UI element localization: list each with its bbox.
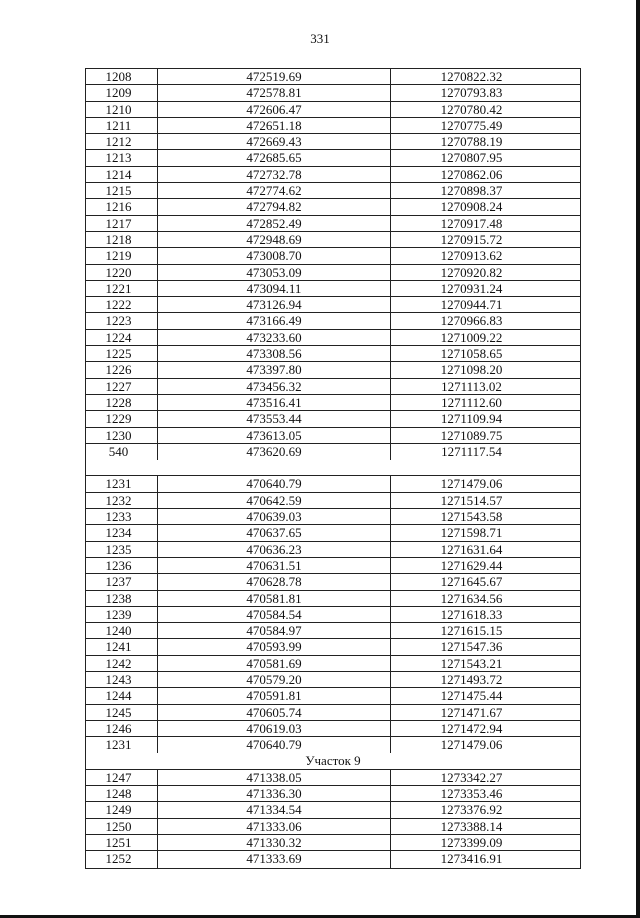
point-number-cell: 1224	[86, 330, 158, 345]
point-number-cell: 1225	[86, 346, 158, 361]
x-coordinate-cell: 472794.82	[158, 199, 391, 214]
y-coordinate-cell: 1270898.37	[440, 183, 503, 199]
y-coordinate-cell: 1271618.33	[440, 606, 503, 622]
y-coordinate-cell: 1271598.71	[440, 525, 503, 541]
x-coordinate-cell: 473053.09	[158, 265, 391, 280]
y-coordinate-cell: 1271543.58	[440, 509, 503, 525]
table-row	[86, 525, 580, 541]
y-coordinate-cell: 1271543.21	[440, 655, 503, 671]
x-coordinate-cell: 471330.32	[158, 835, 391, 850]
table-row	[86, 118, 580, 134]
point-number-cell: 1251	[86, 835, 158, 850]
y-coordinate-cell: 1270780.42	[440, 101, 503, 117]
point-number-cell: 1246	[86, 721, 158, 736]
table-row	[86, 786, 580, 802]
x-coordinate-cell: 472685.65	[158, 150, 391, 165]
x-coordinate-cell: 473233.60	[158, 330, 391, 345]
coordinates-table	[85, 68, 581, 869]
table-row	[86, 574, 580, 590]
point-number-cell: 1250	[86, 819, 158, 834]
x-coordinate-cell: 471338.05	[158, 770, 391, 785]
x-coordinate-cell: 473126.94	[158, 297, 391, 312]
x-coordinate-cell: 470640.79	[158, 476, 391, 491]
x-coordinate-cell: 472948.69	[158, 232, 391, 247]
y-coordinate-cell: 1271615.15	[440, 623, 503, 639]
point-number-cell: 1232	[86, 493, 158, 508]
point-number-cell: 1245	[86, 705, 158, 720]
x-coordinate-cell: 470639.03	[158, 509, 391, 524]
point-number-cell: 1231	[86, 737, 158, 753]
y-coordinate-cell: 1271472.94	[440, 720, 503, 736]
x-coordinate-cell: 473456.32	[158, 379, 391, 394]
x-coordinate-cell: 472774.62	[158, 183, 391, 198]
x-coordinate-cell: 470642.59	[158, 493, 391, 508]
y-coordinate-cell: 1271098.20	[440, 362, 503, 378]
table-row	[86, 216, 580, 232]
x-coordinate-cell: 471336.30	[158, 786, 391, 801]
table-row	[86, 265, 580, 281]
y-coordinate-cell: 1271514.57	[440, 492, 503, 508]
point-number-cell: 1215	[86, 183, 158, 198]
point-number-cell: 1252	[86, 851, 158, 867]
y-coordinate-cell: 1271475.44	[440, 688, 503, 704]
table-row	[86, 770, 580, 786]
point-number-cell: 1217	[86, 216, 158, 231]
point-number-cell: 1235	[86, 542, 158, 557]
table-row	[86, 167, 580, 183]
point-number-cell: 1213	[86, 150, 158, 165]
table-row	[86, 281, 580, 297]
x-coordinate-cell: 473613.05	[158, 428, 391, 443]
y-coordinate-cell: 1271089.75	[440, 427, 503, 443]
table-block-3	[86, 770, 580, 868]
y-coordinate-cell: 1270915.72	[440, 231, 503, 247]
x-coordinate-cell: 470619.03	[158, 721, 391, 736]
x-coordinate-cell: 472578.81	[158, 85, 391, 100]
table-row	[86, 493, 580, 509]
y-coordinate-cell: 1271113.02	[441, 378, 502, 394]
x-coordinate-cell: 470605.74	[158, 705, 391, 720]
point-number-cell: 1247	[86, 770, 158, 785]
table-row	[86, 802, 580, 818]
table-row	[86, 379, 580, 395]
point-number-cell: 1227	[86, 379, 158, 394]
point-number-cell: 1242	[86, 656, 158, 671]
y-coordinate-cell: 1270908.24	[440, 199, 503, 215]
x-coordinate-cell: 472732.78	[158, 167, 391, 182]
table-row	[86, 737, 580, 753]
point-number-cell: 1211	[86, 118, 158, 133]
y-coordinate-cell: 1273376.92	[440, 802, 503, 818]
y-coordinate-cell: 1273353.46	[440, 786, 503, 802]
x-coordinate-cell: 472606.47	[158, 102, 391, 117]
table-row	[86, 183, 580, 199]
point-number-cell: 1212	[86, 134, 158, 149]
table-row	[86, 395, 580, 411]
y-coordinate-cell: 1271112.60	[441, 394, 502, 410]
y-coordinate-cell: 1271634.56	[440, 590, 503, 606]
y-coordinate-cell: 1270807.95	[440, 150, 503, 166]
point-number-cell: 1240	[86, 623, 158, 638]
x-coordinate-cell: 472852.49	[158, 216, 391, 231]
y-coordinate-cell: 1271009.22	[440, 329, 503, 345]
y-coordinate-cell: 1271629.44	[440, 557, 503, 573]
table-row	[86, 509, 580, 525]
y-coordinate-cell: 1271117.54	[441, 443, 502, 459]
x-coordinate-cell: 471333.69	[158, 851, 391, 867]
table-row	[86, 639, 580, 655]
y-coordinate-cell: 1270944.71	[440, 297, 503, 313]
table-row	[86, 199, 580, 215]
point-number-cell: 1239	[86, 607, 158, 622]
y-coordinate-cell: 1270822.32	[440, 69, 503, 84]
y-coordinate-cell: 1271631.64	[440, 541, 503, 557]
table-row	[86, 232, 580, 248]
point-number-cell: 1209	[86, 85, 158, 100]
y-coordinate-cell: 1270931.24	[440, 280, 503, 296]
y-coordinate-cell: 1271645.67	[440, 574, 503, 590]
x-coordinate-cell: 473620.69	[158, 444, 391, 460]
x-coordinate-cell: 470628.78	[158, 574, 391, 589]
y-coordinate-cell: 1271493.72	[440, 671, 503, 687]
table-row	[86, 134, 580, 150]
point-number-cell: 540	[86, 444, 158, 460]
x-coordinate-cell: 473094.11	[158, 281, 391, 296]
point-number-cell: 1244	[86, 688, 158, 703]
point-number-cell: 1220	[86, 265, 158, 280]
x-coordinate-cell: 470640.79	[158, 737, 391, 753]
x-coordinate-cell: 473308.56	[158, 346, 391, 361]
table-block-1	[86, 69, 580, 460]
table-row	[86, 688, 580, 704]
x-coordinate-cell: 471333.06	[158, 819, 391, 834]
x-coordinate-cell: 473553.44	[158, 411, 391, 426]
x-coordinate-cell: 472669.43	[158, 134, 391, 149]
x-coordinate-cell: 473516.41	[158, 395, 391, 410]
table-row	[86, 444, 580, 460]
table-row	[86, 591, 580, 607]
x-coordinate-cell: 470581.69	[158, 656, 391, 671]
point-number-cell: 1229	[86, 411, 158, 426]
x-coordinate-cell: 470593.99	[158, 639, 391, 654]
table-row	[86, 85, 580, 101]
point-number-cell: 1241	[86, 639, 158, 654]
point-number-cell: 1234	[86, 525, 158, 540]
section-heading: Участок 9	[86, 753, 580, 769]
table-row	[86, 102, 580, 118]
x-coordinate-cell: 473397.80	[158, 362, 391, 377]
table-row	[86, 656, 580, 672]
x-coordinate-cell: 470581.81	[158, 591, 391, 606]
point-number-cell: 1228	[86, 395, 158, 410]
x-coordinate-cell: 473008.70	[158, 248, 391, 263]
x-coordinate-cell: 470579.20	[158, 672, 391, 687]
table-row	[86, 313, 580, 329]
table-row	[86, 558, 580, 574]
point-number-cell: 1222	[86, 297, 158, 312]
table-row	[86, 542, 580, 558]
y-coordinate-cell: 1271471.67	[440, 704, 503, 720]
y-coordinate-cell: 1270788.19	[440, 134, 503, 150]
point-number-cell: 1223	[86, 313, 158, 328]
table-block-2	[86, 476, 580, 753]
table-row	[86, 721, 580, 737]
y-coordinate-cell: 1270862.06	[440, 166, 503, 182]
table-row	[86, 297, 580, 313]
table-row	[86, 851, 580, 867]
point-number-cell: 1208	[86, 69, 158, 84]
point-number-cell: 1231	[86, 476, 158, 491]
table-row	[86, 150, 580, 166]
point-number-cell: 1216	[86, 199, 158, 214]
table-row	[86, 835, 580, 851]
y-coordinate-cell: 1270966.83	[440, 313, 503, 329]
point-number-cell: 1233	[86, 509, 158, 524]
y-coordinate-cell: 1270913.62	[440, 248, 503, 264]
x-coordinate-cell: 470637.65	[158, 525, 391, 540]
y-coordinate-cell: 1271058.65	[440, 346, 503, 362]
y-coordinate-cell: 1273342.27	[440, 769, 503, 785]
point-number-cell: 1237	[86, 574, 158, 589]
y-coordinate-cell: 1270793.83	[440, 85, 503, 101]
point-number-cell: 1230	[86, 428, 158, 443]
table-row	[86, 607, 580, 623]
table-row	[86, 819, 580, 835]
y-coordinate-cell: 1271109.94	[440, 411, 503, 427]
page-number: 331	[310, 31, 330, 46]
point-number-cell: 1243	[86, 672, 158, 687]
table-row	[86, 476, 580, 492]
table-row	[86, 428, 580, 444]
table-row	[86, 411, 580, 427]
table-row	[86, 69, 580, 85]
point-number-cell: 1218	[86, 232, 158, 247]
table-row	[86, 362, 580, 378]
x-coordinate-cell: 470631.51	[158, 558, 391, 573]
x-coordinate-cell: 471334.54	[158, 802, 391, 817]
x-coordinate-cell: 470584.54	[158, 607, 391, 622]
point-number-cell: 1210	[86, 102, 158, 117]
table-row	[86, 248, 580, 264]
y-coordinate-cell: 1271547.36	[440, 639, 503, 655]
y-coordinate-cell: 1273399.09	[440, 834, 503, 850]
y-coordinate-cell: 1270917.48	[440, 215, 503, 231]
x-coordinate-cell: 473166.49	[158, 313, 391, 328]
y-coordinate-cell: 1271479.06	[440, 476, 503, 492]
table-row	[86, 346, 580, 362]
x-coordinate-cell: 472651.18	[158, 118, 391, 133]
table-row	[86, 705, 580, 721]
x-coordinate-cell: 470591.81	[158, 688, 391, 703]
point-number-cell: 1248	[86, 786, 158, 801]
point-number-cell: 1238	[86, 591, 158, 606]
y-coordinate-cell: 1273388.14	[440, 818, 503, 834]
point-number-cell: 1226	[86, 362, 158, 377]
table-row	[86, 623, 580, 639]
point-number-cell: 1214	[86, 167, 158, 182]
x-coordinate-cell: 470636.23	[158, 542, 391, 557]
scan-border-right	[636, 0, 640, 918]
y-coordinate-cell: 1273416.91	[440, 851, 503, 867]
table-row	[86, 330, 580, 346]
table-row	[86, 672, 580, 688]
point-number-cell: 1219	[86, 248, 158, 263]
point-number-cell: 1221	[86, 281, 158, 296]
empty-separator-row	[86, 460, 580, 476]
point-number-cell: 1249	[86, 802, 158, 817]
y-coordinate-cell: 1270775.49	[440, 117, 503, 133]
point-number-cell: 1236	[86, 558, 158, 573]
y-coordinate-cell: 1271479.06	[440, 737, 503, 753]
y-coordinate-cell: 1270920.82	[440, 264, 503, 280]
x-coordinate-cell: 472519.69	[158, 69, 391, 84]
x-coordinate-cell: 470584.97	[158, 623, 391, 638]
